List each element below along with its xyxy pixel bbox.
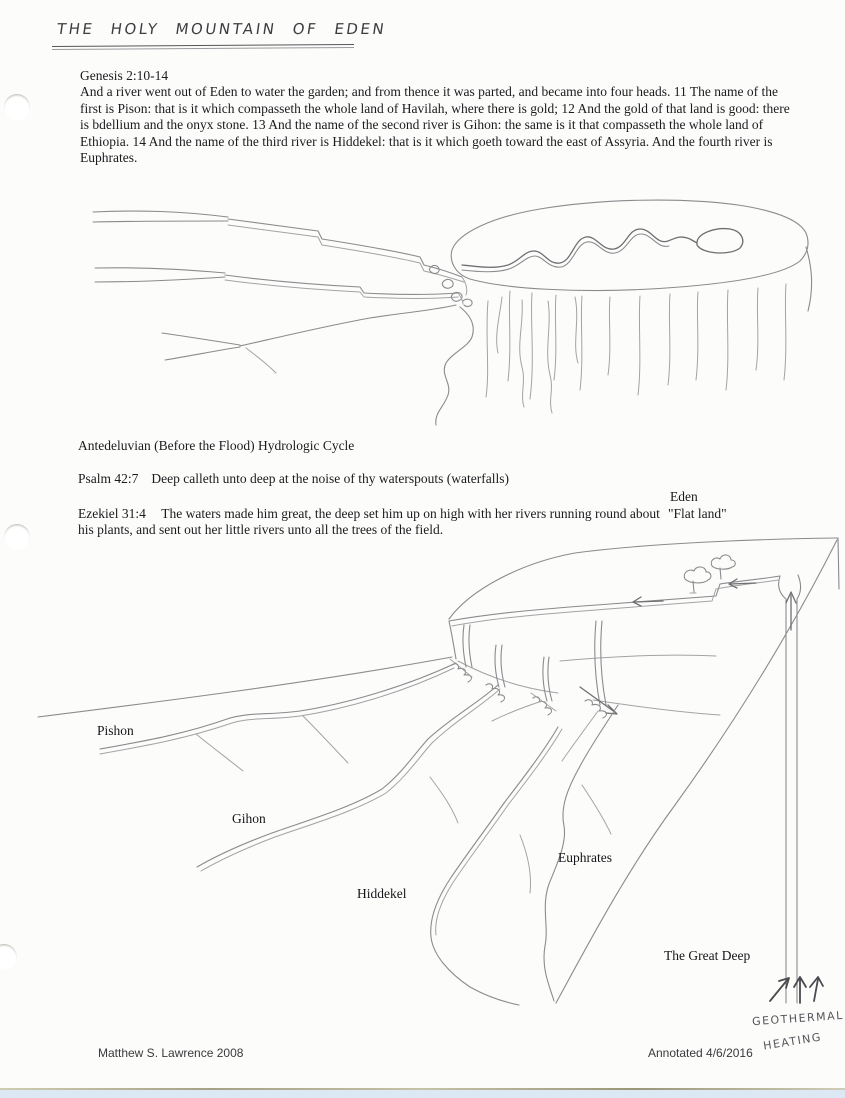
footer-annotated-date: Annotated 4/6/2016 (648, 1046, 753, 1060)
confluence-splashes (429, 265, 472, 306)
psalm-reference: Psalm 42:7 (78, 471, 139, 486)
left-rivers (93, 211, 464, 373)
genesis-block (80, 68, 798, 166)
up-arrow-icon (786, 592, 796, 630)
plateau-top (449, 538, 839, 626)
geothermal-note-line2: HEATING (762, 1030, 823, 1053)
geothermal-note-line1: GEOTHERMAL (751, 1008, 845, 1029)
hiddekel-label: Hiddekel (357, 886, 407, 901)
handwritten-title: THE HOLY MOUNTAIN OF EDEN (55, 20, 388, 38)
mesa-waterfall-streaks (486, 284, 786, 399)
title-underline (52, 44, 354, 50)
upper-hydrology-sketch (0, 185, 845, 435)
pishon-label: Pishon (97, 723, 134, 738)
flat-land-label: "Flat land" (668, 506, 727, 521)
footer-author: Matthew S. Lawrence 2008 (98, 1046, 244, 1060)
great-deep-shaft (779, 575, 801, 1003)
genesis-text: And a river went out of Eden to water the garden; and from thence it was parted, and became into four heads. 11 The name of the first is Pison: that is it which compasseth the whole land of Havilah, where there is gold; 12 And the gold of that land is good: there is bdellium and the onyx stone. 13 And the name of the second river is Gihon: the same is it that compasseth the whole land of Ethiopia. 14 And the name of the third river is Hiddekel: that is it which goeth toward the east of Assyria. And the fourth river is Euphrates. (80, 84, 790, 166)
pishon-river (100, 663, 456, 771)
gihon-river (197, 685, 542, 871)
outflow-streams (436, 297, 578, 425)
psalm-text: Deep calleth unto deep at the noise of thy waterspouts (waterfalls) (151, 471, 509, 486)
scan-bottom-strip (0, 1090, 845, 1098)
cycle-heading: Antedeluvian (Before the Flood) Hydrologic Cycle (78, 438, 355, 453)
tree-icon (684, 567, 711, 593)
mountain-ridge (38, 657, 452, 717)
ezekiel-block (78, 506, 672, 539)
psalm-line (78, 471, 509, 487)
tree-icon (711, 555, 735, 579)
euphrates-label: Euphrates (558, 850, 612, 865)
mountain-cross-section-sketch (0, 535, 845, 1010)
ezekiel-text: The waters made him great, the deep set him up on high with her rivers running round about his plants, and sent out her little rivers unto all the trees of the field. (78, 506, 660, 538)
genesis-reference: Genesis 2:10-14 (80, 68, 169, 83)
eden-label: Eden (670, 489, 698, 504)
gihon-label: Gihon (232, 811, 266, 826)
mesa-top-river (462, 229, 743, 272)
great-deep-label: The Great Deep (664, 948, 751, 963)
hole-punch (4, 94, 30, 120)
ezekiel-reference: Ezekiel 31:4 (78, 506, 146, 521)
